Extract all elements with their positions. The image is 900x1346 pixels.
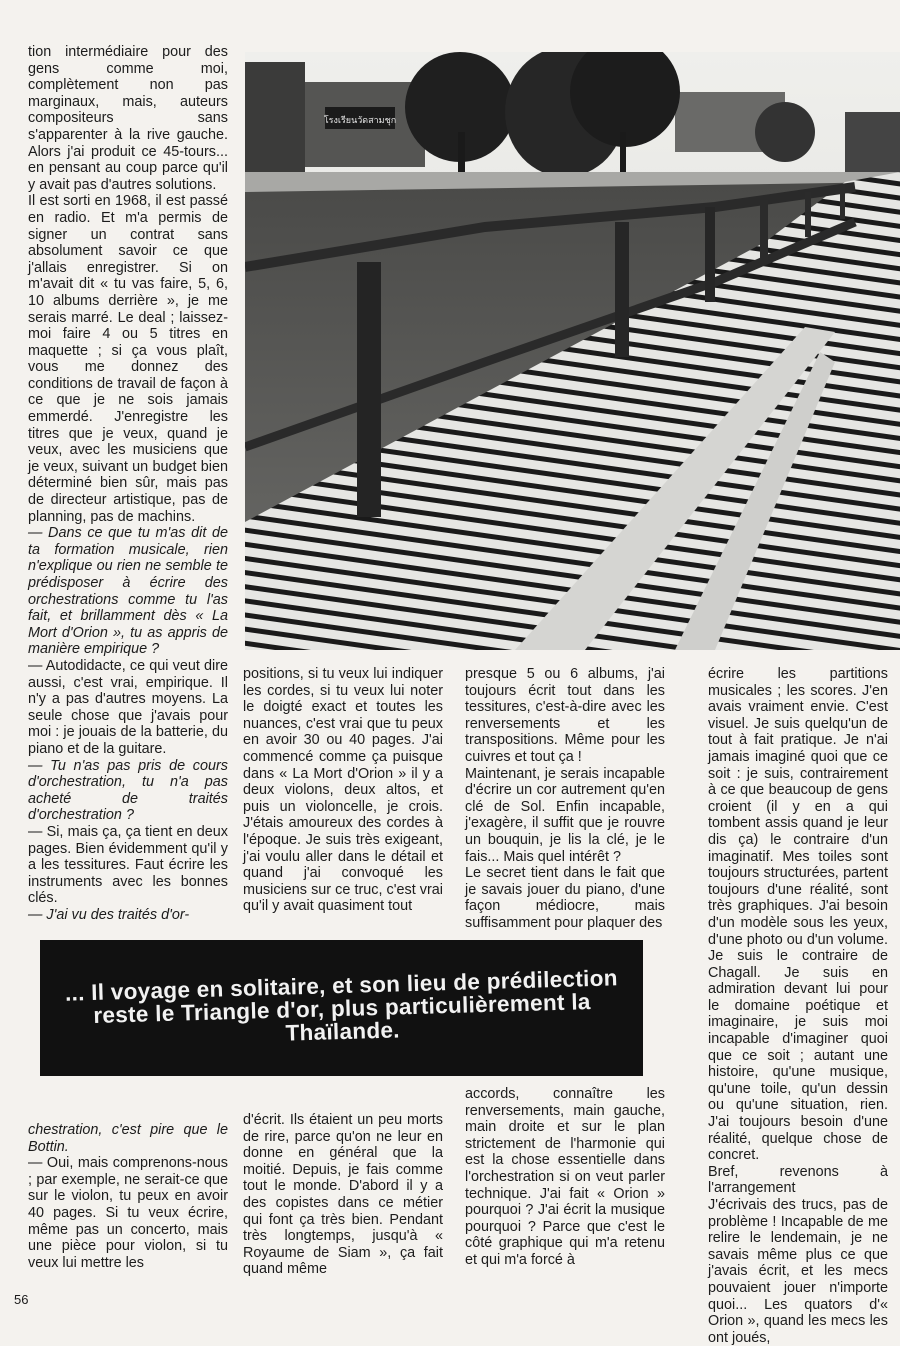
paragraph: Il est sorti en 1968, il est passé en radio. Et m'a permis de signer un contrat sans absolument savoir ce que j'allais enregistrer. Si on m'avait dit « tu vas faire, 5, 6, 10 albums derrière », je me serais marré. Le deal ; laissez-moi faire 4 ou 5 titres en maquette ; si ça vous plaît, vous me donnez des conditions de travail de façon à ce que je ne sois jamais emmerdé. J'enregistre les titres que je veux, quand je veux, avec les musiciens que je veux, suivant un budget bien déterminé bien sûr, mais pas de directeur artistique, pas de planning, pas de machins. [28, 193, 228, 525]
paragraph: — Si, mais ça, ça tient en deux pages. Bien évidemment qu'il y a les tessitures. Faut écrire les instruments avec les bonnes clés. [28, 823, 228, 907]
paragraph: positions, si tu veux lui indiquer les cordes, si tu veux lui noter le doigté exact et toutes les nuances, c'est vrai que tu peux en avoir 30 ou 40 pages. J'ai commencé comme ça puisque dans « La Mort d'Orion » il y a deux violons, deux altos, et puis un violoncelle, je crois. J'étais amoureux des cordes à l'époque. Je suis très exigeant, j'ai voulu aller dans le détail et quand j'ai convoqué les musiciens sur ce truc, c'est vrai qu'il y avait quasiment tout [243, 666, 443, 915]
pull-quote-box [40, 940, 643, 1076]
paragraph: accords, connaître les renversements, main gauche, main droite et sur le plan strictement de l'harmonie qui est la chose essentielle dans l'orchestration si on veut parler technique. J'ai fait « Orion » pourquoi ? J'ai écrit la musique pourquoi ? Parce que c'est le côté graphique qui m'a retenu et qui m'a forcé à [465, 1086, 665, 1268]
paragraph: chestration, c'est pire que le Bottin. [28, 1122, 228, 1155]
text-column-3-bottom [465, 1086, 665, 1269]
paragraph: écrire les partitions musicales ; les scores. J'en avais vraiment envie. C'est visuel. Je suis quelqu'un de tout à fait pratique. Je n'ai jamais imaginé quoi que ce soit : je suis, contrairement à ce que beaucoup de gens croient (il y en a qui tombent assis quand je leur dis ça) le contraire d'un imaginatif. Mes toiles sont toujours structurées, partent toujours d'une réalité, sont très graphiques. J'ai besoin d'un modèle sous les yeux, d'une photo ou d'un volume. Je suis le contraire de Chagall. Je suis en admiration devant lui pour le domaine poétique et imaginaire, je suis moi incapable d'imaginer quoi que ce soit ; autant une histoire, qu'une musique, qu'une toile, qu'un dessin ou qu'une situation, rien. J'ai toujours besoin d'une réalité, quelque chose de concret. [708, 666, 888, 1164]
paragraph: tion intermédiaire pour des gens comme moi, complètement non pas marginaux, mais, auteurs compositeurs sans s'apparenter à la rive gauche. Alors j'ai produit ce 45-tours... en pensant au coup parce qu'il y avait pas d'autres solutions. [28, 44, 228, 193]
text-column-1-bottom [28, 1122, 228, 1271]
school-sign: โรงเรียนวัดสามชุก [323, 116, 397, 126]
pull-quote: ... Il voyage en solitaire, et son lieu de prédilection reste le Triangle d'or, plus particulièrement la Thaïlande. [64, 964, 618, 1046]
paragraph: presque 5 ou 6 albums, j'ai toujours écrit tout dans les tessitures, c'est-à-dire avec les renversements et les transpositions. Même pour les cuivres et tout ça ! [465, 666, 665, 765]
paragraph: J'écrivais des trucs, pas de problème ! Incapable de me relire le lendemain, je ne savais même plus ce que j'avais écrit, et les mecs pouvaient jouer n'importe quoi... Les quators d'« Orion », quand les mecs les ont joués, [708, 1197, 888, 1346]
text-column-2-bottom [243, 1112, 443, 1278]
text-column-2 [243, 666, 443, 915]
page-number: 56 [14, 1292, 29, 1307]
paragraph: Bref, revenons à l'arrangement [708, 1163, 888, 1197]
paragraph: — Dans ce que tu m'as dit de ta formation musicale, rien n'explique ou rien ne semble te prédisposer à écrire des orchestrations comme tu l'as fait, et brillamment dès « La Mort d'Orion », tu as appris de manière empirique ? [28, 525, 228, 658]
paragraph: — Tu n'as pas pris de cours d'orchestration, tu n'a pas acheté de traités d'orchestration ? [28, 757, 228, 824]
paragraph: — Autodidacte, ce qui veut dire aussi, c'est vrai, empirique. Il n'y a pas d'autres moyens. La seule chose que j'avais pour moi : je jouais de la batterie, du piano et de la guitare. [28, 657, 228, 757]
text-column-4 [708, 666, 888, 1346]
paragraph: Le secret tient dans le fait que je savais jouer du piano, d'une façon médiocre, mais suffisamment pour plaquer des [465, 865, 665, 931]
text-column-3 [465, 666, 665, 932]
text-column-1 [28, 44, 228, 923]
paragraph: — Oui, mais comprenons-nous ; par exemple, ne serait-ce que sur le violon, tu peux en avoir 40 pages. Si tu veux écrire, même pas un concerto, mais une pièce pour violon, si tu veux lui mettre les [28, 1155, 228, 1271]
boardwalk-photo [245, 52, 900, 650]
paragraph: d'écrit. Ils étaient un peu morts de rire, parce qu'on ne leur en donne en général que la moitié. Depuis, je fais comme tout le monde. D'abord il y a des copistes dans ce métier qui font ça très bien. Pendant très longtemps, jusqu'à « Royaume de Siam », ça fait quand même [243, 1112, 443, 1278]
paragraph: — J'ai vu des traités d'or- [28, 906, 190, 923]
paragraph: Maintenant, je serais incapable d'écrire un cor autrement qu'en clé de Sol. Enfin incapable, j'exagère, il suffit que je rouvre un bouquin, je lis la clé, je le fais... Mais quel intérêt ? [465, 765, 665, 865]
